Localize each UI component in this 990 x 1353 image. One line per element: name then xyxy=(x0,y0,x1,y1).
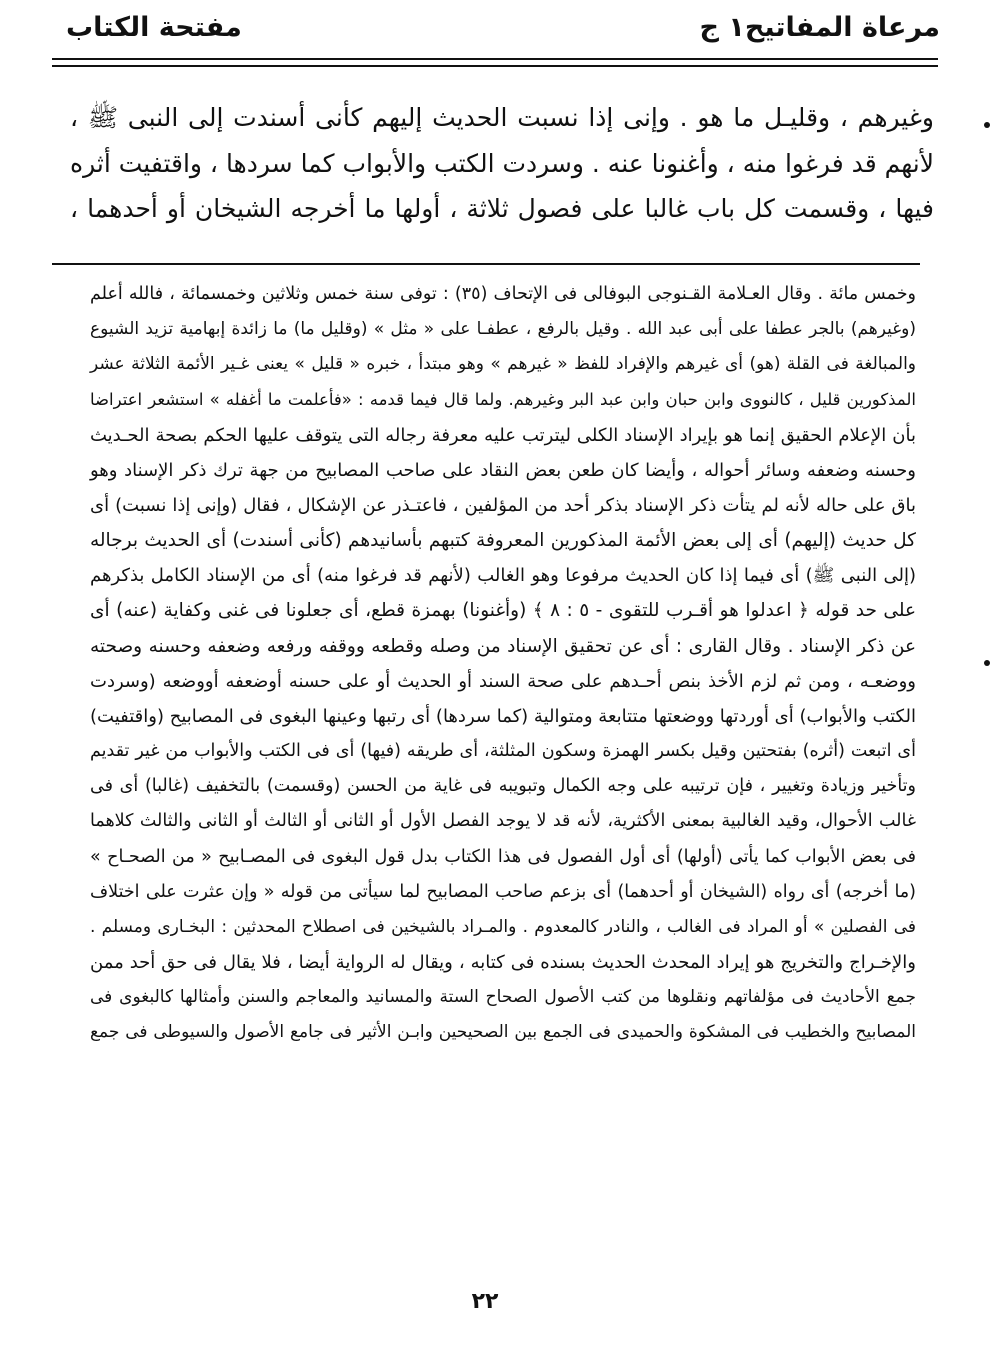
commentary-line: فى الفصلين » أو المراد فى الغالب ، والنادر كالمعدوم . والمـراد بالشيخين فى اصطلاح المحدثين : البخـارى ومسلم . xyxy=(90,916,916,937)
commentary-block xyxy=(90,277,916,1050)
commentary-line: (وغيرهم) بالجر عطفا على أبى عبد الله . وقيل بالرفع ، عطفـا على « مثل » (وقليل ما) ما زائدة إبهامية تزيد الشيوع xyxy=(90,319,916,340)
commentary-line: على حد قوله ﴿ اعدلوا هو أقـرب للتقوى - ٥ : ٨ ﴾ (وأغنونا) بهمزة قطع، أى جعلونا فى غنى وكفاية (عنه) أى xyxy=(90,600,916,622)
commentary-line: المذكورين قليل ، كالنووى وابن حبان وابن عبد البر وغيرهم. ولما قال فيما قدمه : «فأعلمت ما أغفله » استشعر اعتراضا xyxy=(90,390,916,410)
commentary-line: الكتب والأبواب) أى أوردتها ووضعتها متتابعة ومتوالية (كما سردها) أى رتبها وعينها البغوى فى المصابيح (واقتفيت) xyxy=(90,705,916,727)
commentary-line: بأن الإعلام الحقيق إنما هو بإيراد الإسناد الكلى ليترتب عليه معرفة رجاله التى يتوقف عليها الحكم بصحة الحـديث xyxy=(90,424,916,446)
main-text-line: لأنهم قد فرغوا منه ، وأغنونا عنه . وسردت الكتب والأبواب كما سردها ، واقتفيت أثره xyxy=(69,148,934,178)
commentary-line: كل حديث (إليهم) أى إلى بعض الأئمة المذكورين المعروفة كتبهم بأسانيدهم (كأنى أسندت) أى الحديث برجاله xyxy=(90,530,916,552)
commentary-line: ووضعـه ، ومن ثم لزم الأخذ بنص أحـدهم على صحة السند أو الحديث أو على حسنه أوضعفه أووضعه (وسردت xyxy=(90,670,916,692)
commentary-line: غالب الأحوال، وقيد الغالبية بمعنى الأكثرية، لأنه قد لا يوجد الفصل الأول أو الثانى أو الثالث أو الثانى والثالث كلاهما xyxy=(90,811,916,832)
running-header-section-title: مفتحة الكتاب xyxy=(66,12,242,43)
commentary-line: أى اتبعت (أثره) بفتحتين وقيل بكسر الهمزة وسكون المثلثة، أى طريقه (فيها) أى فى الكتب والأبواب من غير تقديم xyxy=(90,741,916,762)
commentary-line: والإخـراج والتخريج هو إيراد المحدث الحديث بسنده فى كتابه ، ويقال له الرواية أيضا ، فلا يقال فى حق أحد ممن xyxy=(90,951,916,973)
commentary-line: جمع الأحاديث فى مؤلفاتهم ونقلوها من كتب الأصول الصحاح الستة والمسانيد والمعاجم والسنن وأمثالها كالبغوى فى xyxy=(90,987,916,1008)
running-header-book-title: مرعاة المفاتيح١ ج xyxy=(699,12,940,43)
main-text-line: وغيرهم ، وقليـل ما هو . وإنى إذا نسبت الحديث إليهم كأنى أسندت إلى النبى ﷺ ، xyxy=(70,103,934,132)
page-number: ٢٢ xyxy=(471,1289,499,1314)
margin-mark xyxy=(984,122,990,128)
commentary-line: (ما أخرجه) أى رواه (الشيخان أو أحدهما) أى بزعم صاحب المصابيح لما سيأتى من قوله « وإن عثرت على اختلاف xyxy=(90,881,916,902)
margin-mark xyxy=(984,660,990,666)
separator-rule xyxy=(52,263,920,265)
commentary-line: باق على حاله لأنه لم يتأت ذكر الإسناد بذكر أحد من المؤلفين ، فاعتـذر عن الإشكال ، فقال (وإنى إذا نسبت) أى xyxy=(90,494,916,516)
main-text-line: فيها ، وقسمت كل باب غالبا على فصول ثلاثة ، أولها ما أخرجه الشيخان أو أحدهما ، xyxy=(70,194,934,223)
commentary-line: المصابيح والخطيب فى المشكوة والحميدى فى الجمع بين الصحيحين وابـن الأثير فى جامع الأصول والسيوطى فى جمع xyxy=(90,1022,916,1043)
header-double-rule xyxy=(52,58,938,67)
commentary-line: (إلى النبى ﷺ) أى فيما إذا كان الحديث مرفوعا وهو الغالب (لأنهم قد فرغوا منه) أى من الإسناد الكامل بذكرهم xyxy=(90,565,916,587)
commentary-line: عن ذكر الإسناد . وقال القارى : أى عن تحقيق الإسناد من وصله وقطعه ووقفه ورفعه وضعفه وحسنه وصحته xyxy=(90,635,916,657)
main-text-block xyxy=(70,95,934,232)
commentary-line: وحسنه وضعفه وسائر أحواله ، وأيضا كان طعن بعض النقاد على صاحب المصابيح من جهة ترك ذكر الإسناد وهو xyxy=(90,459,916,481)
commentary-line: وتأخير وزيادة وتغيير ، فإن ترتيبه على وجه الكمال وتبويبه فى غاية من الحسن (وقسمت) بالتخفيف (غالبا) أى فى xyxy=(90,776,916,797)
commentary-line: فى بعض الأبواب كما يأتى (أولها) أى أول الفصول فى هذا الكتاب بدل قول البغوى فى المصـابيح « من الصحـاح » xyxy=(90,846,916,867)
commentary-line: وخمس مائة . وقال العـلامة القـنوجى البوفالى فى الإتحاف (٣٥) : توفى سنة خمس وثلاثين وخمسمائة ، فالله أعلم xyxy=(90,284,916,304)
commentary-line: والمبالغة فى القلة (هو) أى غيرهم والإفراد للفظ « غيرهم » وهو مبتدأ ، خبره « قليل » يعنى غـير الأئمة الثلاثة عشر xyxy=(90,354,916,375)
